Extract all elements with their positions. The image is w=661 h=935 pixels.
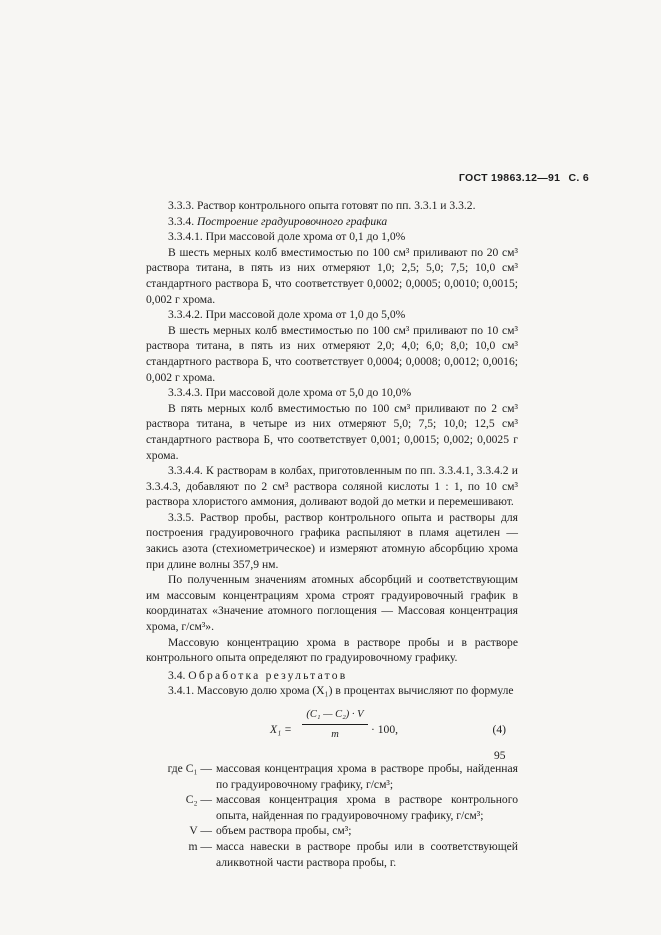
- para-3-4: [146, 668, 518, 684]
- definition-symbol: m —: [188, 839, 212, 853]
- para-3-3-4-3-head: 3.3.4.3. При массовой доле хрома от 5,0 до 10,0%: [168, 386, 412, 400]
- para-mass-concentration: Массовую концентрацию хрома в растворе пробы и в растворе контрольного опыта определяют по градуировочному графику.: [146, 635, 518, 665]
- page-ref: С. 6: [568, 172, 589, 184]
- para-3-3-4-1-head: 3.3.4.1. При массовой доле хрома от 0,1 до 1,0%: [168, 230, 406, 244]
- formula-4: [146, 707, 518, 755]
- symbol-definitions: [146, 761, 518, 870]
- main-text: [146, 198, 518, 870]
- definition-v: [146, 823, 518, 839]
- page-header: [454, 172, 589, 184]
- para-graph: По полученным значениям атомных абсорбций и соответствующим им массовым концентрациям хрома строят градуировочный график в координатах «Значение атомного поглощения — Массовая концентрация хрома, г/см³».: [146, 573, 518, 634]
- definition-text: объем раствора пробы, см³;: [216, 824, 352, 838]
- definition-text: массовая концентрация хрома в растворе контрольного опыта, найденная по градуировочному графику, г/см³;: [216, 793, 518, 822]
- formula-numerator: (C₁ — C₂) · V: [302, 707, 368, 725]
- definition-symbol: где C₁ —: [167, 762, 212, 775]
- para-3-3-4-3-body: В пять мерных колб вместимостью по 100 см³ приливают по 2 см³ раствора титана, в четыре из них отмеряют 5,0; 7,5; 10,0; 12,5 см³ стандартного раствора Б, что соответствует 0,001; 0,0015; 0,002; 0,0025 г хрома.: [146, 401, 518, 462]
- definition-c1: [146, 761, 518, 792]
- para-3-3-4-2-body: В шесть мерных колб вместимостью по 100 см³ приливают по 10 см³ раствора титана, в пять из них отмеряют 2,0; 4,0; 6,0; 8,0; 10,0 см³ стандартного раствора Б, что соответствует 0,0004; 0,0008; 0,0012; 0,0016; 0,002 г хрома.: [146, 323, 518, 384]
- section-number: 3.3.4.: [168, 214, 195, 228]
- para-3-3-5: 3.3.5. Раствор пробы, раствор контрольного опыта и растворы для построения градуировочного графика распыляют в пламя ацетилен — закись азота (стехиометрическое) и измеряют атомную абсорбцию хрома при длине волны 357,9 нм.: [146, 510, 518, 571]
- standard-id: ГОСТ 19863.12—91: [458, 172, 561, 184]
- definition-text: массовая концентрация хрома в растворе пробы, найденная по градуировочному графику, г/см³;: [216, 762, 518, 791]
- definition-symbol: C₂ —: [185, 793, 212, 807]
- definition-c2: [146, 792, 518, 823]
- para-3-3-3: 3.3.3. Раствор контрольного опыта готовят по пп. 3.3.1 и 3.3.2.: [168, 199, 476, 212]
- para-3-3-4-4: 3.3.4.4. К растворам в колбах, приготовленным по пп. 3.3.4.1, 3.3.4.2 и 3.3.4.3, добавляют по 2 см³ раствора соляной кислоты 1 : 1, по 10 см³ раствора хлористого аммония, доливают водой до метки и перемешивают.: [146, 464, 518, 509]
- page-number: 95: [494, 750, 506, 762]
- section-title: Построение градуировочного графика: [197, 214, 388, 228]
- formula-rhs: · 100,: [371, 723, 399, 736]
- definition-m: [146, 839, 518, 870]
- section-number: 3.4.: [168, 668, 186, 682]
- section-title: Обработка результатов: [188, 668, 348, 682]
- para-3-3-4: [146, 214, 518, 230]
- para-3-3-4-2-head: 3.3.4.2. При массовой доле хрома от 1,0 до 5,0%: [168, 308, 406, 322]
- para-3-3-4-1-body: В шесть мерных колб вместимостью по 100 см³ приливают по 20 см³ раствора титана, в пять из них отмеряют 1,0; 2,5; 5,0; 7,5; 10,0 см³ стандартного раствора Б, что соответствует 0,0002; 0,0005; 0,0010; 0,0015; 0,002 г хрома.: [146, 245, 518, 306]
- formula-number: (4): [492, 723, 506, 736]
- definition-symbol: V —: [189, 824, 212, 838]
- formula-lhs: X₁ =: [270, 723, 292, 736]
- formula-denominator: m: [331, 728, 339, 740]
- para-3-4-1: 3.4.1. Массовую долю хрома (X₁) в процентах вычисляют по формуле: [168, 684, 514, 698]
- formula-fraction: [302, 707, 368, 742]
- definition-text: масса навески в растворе пробы или в соответствующей аликвотной части раствора пробы, г.: [216, 839, 518, 869]
